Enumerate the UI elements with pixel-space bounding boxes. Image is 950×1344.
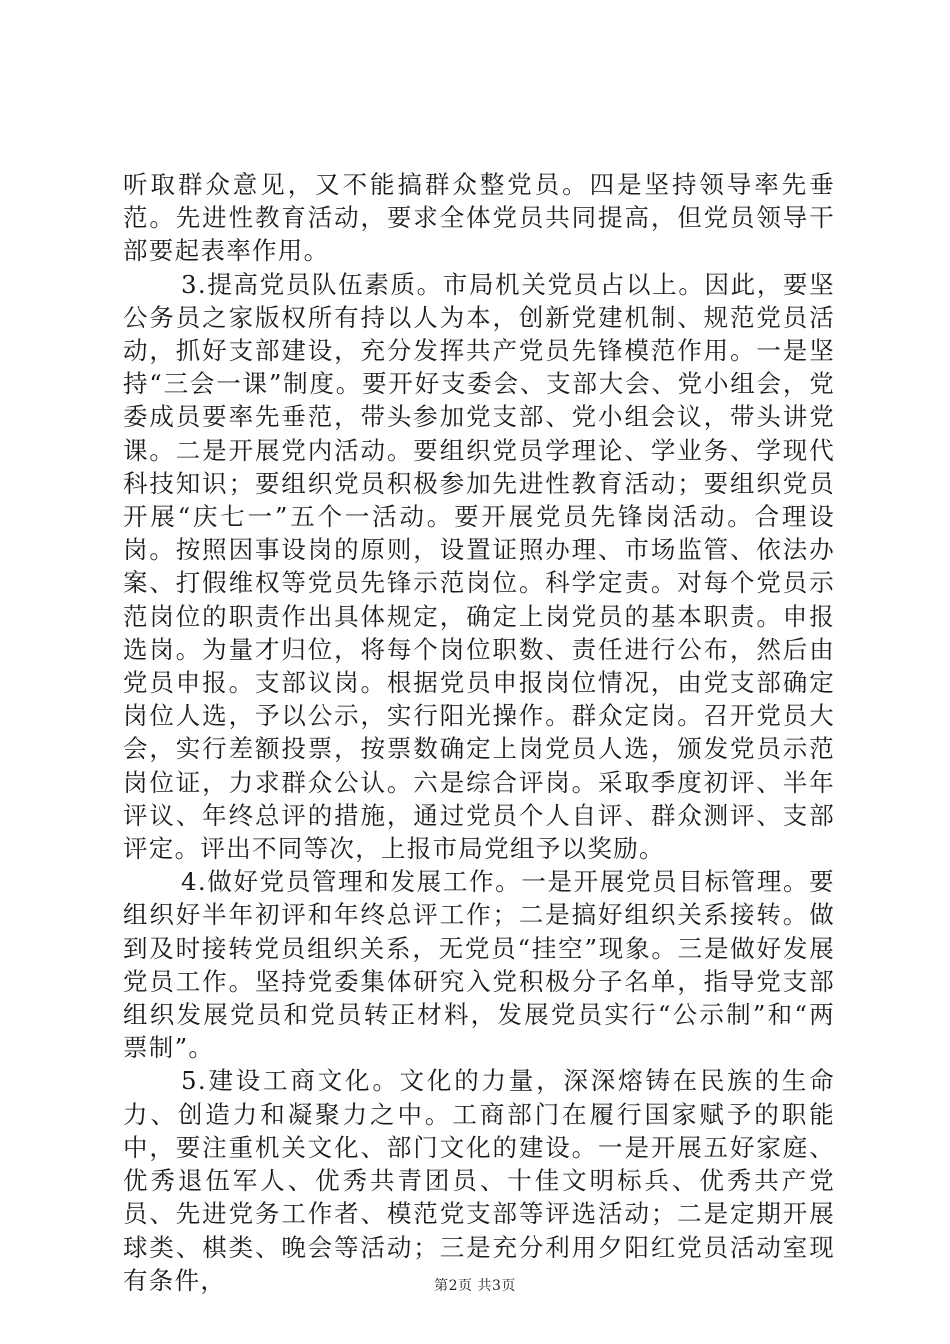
paragraph-member-management: 4.做好党员管理和发展工作。一是开展党员目标管理。要组织好半年初评和年终总评工作；二是搞好组织关系接转。做到及时接转党员组织关系，无党员“挂空”现象。三是做好发展党员工作。坚持党委集体研究入党积极分子名单，指导党支部组织发展党员和党员转正材料，发展党员实行“公示制”和“两票制”。 — [123, 867, 835, 1063]
paragraph-continuation: 听取群众意见，又不能搞群众整党员。四是坚持领导率先垂范。先进性教育活动，要求全体党员共同提高，但党员领导干部要起表率作用。 — [123, 170, 835, 266]
paragraph-party-quality: 3.提高党员队伍素质。市局机关党员占以上。因此，要坚公务员之家版权所有持以人为本，创新党建机制、规范党员活动，抓好支部建设，充分发挥共产党员先锋模范作用。一是坚持“三会一课”制度。要开好支委会、支部大会、党小组会，党委成员要率先垂范，带头参加党支部、党小组会议，带头讲党课。二是开展党内活动。要组织党员学理论、学业务、学现代科技知识；要组织党员积极参加先进性教育活动；要组织党员开展“庆七一”五个一活动。要开展党员先锋岗活动。合理设岗。按照因事设岗的原则，设置证照办理、市场监管、依法办案、打假维权等党员先锋示范岗位。科学定责。对每个党员示范岗位的职责作出具体规定，确定上岗党员的基本职责。申报选岗。为量才归位，将每个岗位职数、责任进行公布，然后由党员申报。支部议岗。根据党员申报岗位情况，由党支部确定岗位人选，予以公示，实行阳光操作。群众定岗。召开党员大会，实行差额投票，按票数确定上岗党员人选，颁发党员示范岗位证，力求群众公认。六是综合评岗。采取季度初评、半年评议、年终总评的措施，通过党员个人自评、群众测评、支部评定。评出不同等次，上报市局党组予以奖励。 — [123, 269, 835, 864]
page-footer: 第2页 共3页 — [434, 1278, 516, 1294]
document-body — [123, 168, 835, 1297]
paragraph-culture-building: 5.建设工商文化。文化的力量，深深熔铸在民族的生命力、创造力和凝聚力之中。工商部门在履行国家赋予的职能中，要注重机关文化、部门文化的建设。一是开展五好家庭、优秀退伍军人、优秀共青团员、十佳文明标兵、优秀共产党员、先进党务工作者、模范党支部等评选活动；二是定期开展球类、棋类、晚会等活动；三是充分利用夕阳红党员活动室现有条件， — [123, 1066, 835, 1295]
